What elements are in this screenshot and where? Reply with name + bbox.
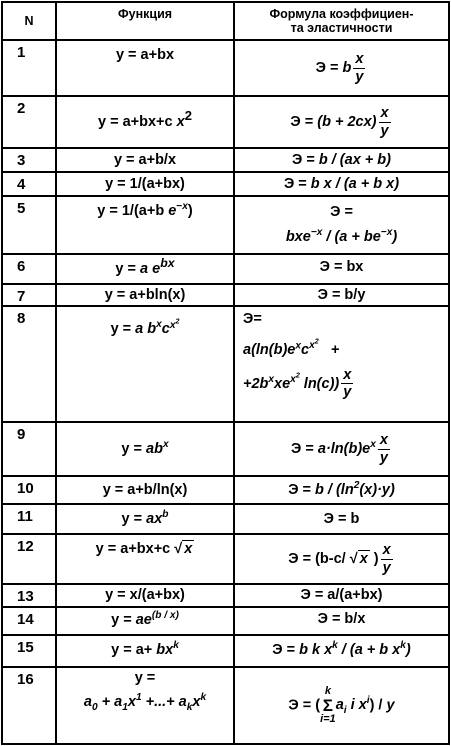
row-number: 8 [2, 306, 56, 422]
row-number: 10 [2, 476, 56, 504]
row-number: 7 [2, 284, 56, 306]
function-cell: y = 1/(a+bx) [56, 172, 234, 196]
row-number: 11 [2, 504, 56, 534]
function-cell: $y = ae^{(b / x)}$ [56, 607, 234, 635]
row-number: 6 [2, 254, 56, 284]
row-number: 14 [2, 607, 56, 635]
table-row [2, 284, 449, 306]
header-formula [234, 2, 449, 40]
table-row [2, 40, 449, 96]
function-cell: y = a+bx+c $x^2$ [56, 96, 234, 148]
formula-cell: $Э = a\cdot\ln(b)e^x$ $\frac{x}{y}$ [234, 422, 449, 476]
formula-cell: Э = b [234, 504, 449, 534]
formula-cell: Э = b $\frac{x}{y}$ [234, 40, 449, 96]
formula-cell: Э = b/y [234, 284, 449, 306]
row-number: 12 [2, 534, 56, 584]
table-row [2, 534, 449, 584]
row-number: 5 [2, 196, 56, 254]
header-formula-line2: та эластичности [290, 21, 393, 35]
row-number: 13 [2, 584, 56, 606]
row-number: 15 [2, 635, 56, 667]
function-cell: y = a+b/x [56, 148, 234, 172]
formula-cell: Э = a/(a+bx) [234, 584, 449, 606]
table-row [2, 96, 449, 148]
function-cell: y = a $e^{bx}$ [56, 254, 234, 284]
formula-cell: Э = b / (ax + b) [234, 148, 449, 172]
function-cell: y = x/(a+bx) [56, 584, 234, 606]
formula-cell: Э = b k $x^k / (a + b$ $x^k$) [234, 635, 449, 667]
function-cell: y = a+bln(x) [56, 284, 234, 306]
formula-cell: Э = b/x [234, 607, 449, 635]
table-row [2, 667, 449, 745]
table-row [2, 196, 449, 254]
header-formula-line1: Формула коэффициен- [269, 6, 414, 21]
table-row [2, 306, 449, 422]
table-row [2, 635, 449, 667]
formula-cell: Э= $a(\ln(b)e^xc^{x^2}$ + $+2b^xxe^{x^2}$ ln(c)) $\frac{x}{y}$ [234, 306, 449, 422]
header-function: Функция [56, 2, 234, 40]
function-cell: y = a+b/ln(x) [56, 476, 234, 504]
table-row [2, 254, 449, 284]
function-cell: $y = ax^b$ [56, 504, 234, 534]
row-number: 1 [2, 40, 56, 96]
table-row [2, 584, 449, 606]
function-cell: $y = a+ bx^k$ [56, 635, 234, 667]
formula-cell: Э = b x / (a + b x) [234, 172, 449, 196]
table-row [2, 422, 449, 476]
table-row [2, 607, 449, 635]
table-row [2, 148, 449, 172]
formula-cell: Э = (b + 2cx) $\frac{x}{y}$ [234, 96, 449, 148]
table-header-row [2, 2, 449, 40]
formula-cell: $Э = b / (\ln^2(x)\cdot y)$ [234, 476, 449, 504]
row-number: 4 [2, 172, 56, 196]
function-cell: y = a $b^xc^{x^2}$ [56, 306, 234, 422]
function-cell: y = $a_0 + a_1x^1$ +...+ $a_kx^k$ [56, 667, 234, 745]
table-row [2, 476, 449, 504]
function-cell: y = 1/(a+b $e^{-x}$) [56, 196, 234, 254]
formula-cell: Э = (b-c/ √ x ) $\frac{x}{y}$ [234, 534, 449, 584]
row-number: 2 [2, 96, 56, 148]
formula-cell: Э = bx [234, 254, 449, 284]
header-n: N [2, 2, 56, 40]
row-number: 16 [2, 667, 56, 745]
function-cell: y = a+bx+c √ x [56, 534, 234, 584]
row-number: 3 [2, 148, 56, 172]
row-number: 9 [2, 422, 56, 476]
function-cell: $y = ab^x$ [56, 422, 234, 476]
table-row [2, 172, 449, 196]
formula-cell: Э = $bxe^{-x} / (a + be^{-x})$ [234, 196, 449, 254]
formula-cell: Э = ( k Σ i=1 $a_i$ i $x^i$) / y [234, 667, 449, 745]
elasticity-table [1, 1, 450, 745]
function-cell: y = a+bx [56, 40, 234, 96]
table-row [2, 504, 449, 534]
